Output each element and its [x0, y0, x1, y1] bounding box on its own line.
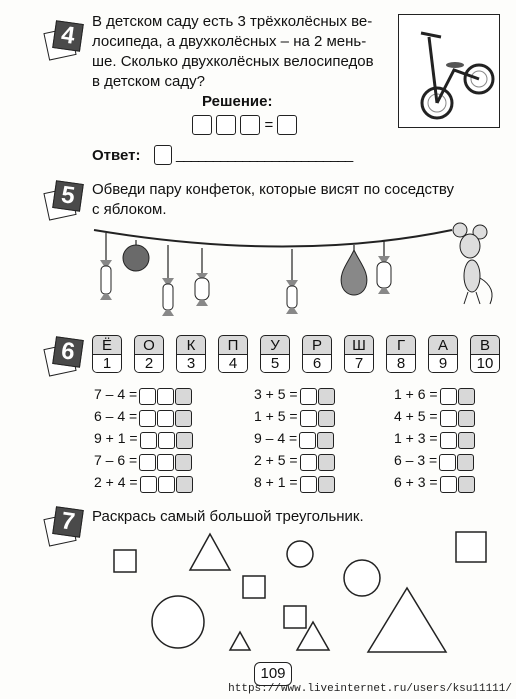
square-shape: [456, 532, 486, 562]
expression-row: 1 + 6 =: [394, 385, 476, 405]
page-number: 109: [254, 662, 292, 686]
letter-card: У 5: [260, 335, 290, 373]
shapes-picture: [100, 528, 500, 658]
answer-label: Ответ:: [92, 147, 141, 164]
source-url[interactable]: https://www.liveinternet.ru/users/ksu11111/: [228, 683, 512, 695]
circle-shape: [152, 596, 204, 648]
task-5-text: Обведи пару конфеток, которые висят по соседству с яблоком.: [92, 181, 455, 218]
bicycle-picture: [398, 14, 500, 128]
square-shape: [114, 550, 136, 572]
expression-row: 1 + 5 =: [254, 407, 336, 427]
expression-row: 6 – 4 =: [94, 407, 193, 427]
expression-row: 6 + 3 =: [394, 473, 476, 493]
square-shape: [284, 606, 306, 628]
task-5-badge: 5: [44, 180, 84, 220]
letter-card: К 3: [176, 335, 206, 373]
task-4-badge: 4: [44, 20, 84, 60]
square-shape: [243, 576, 265, 598]
letter-card: Р 6: [302, 335, 332, 373]
solution-label: Решение:: [202, 93, 273, 110]
expression-row: 2 + 5 =: [254, 451, 336, 471]
letter-card: Ш 7: [344, 335, 374, 373]
expression-row: 7 – 6 =: [94, 451, 193, 471]
expression-row: 6 – 3 =: [394, 451, 475, 471]
expression-row: 2 + 4 =: [94, 473, 194, 493]
letter-card: Ё 1: [92, 335, 122, 373]
letter-card: А 9: [428, 335, 458, 373]
circle-shape: [344, 560, 380, 596]
expression-row: 1 + 3 =: [394, 429, 476, 449]
task-4-text: В детском саду есть 3 трёхколёсных ве- лосипеда, а двухколёсных – на 2 мень- ше. Сколько двухколёсных велосипедов в детском саду?: [92, 13, 374, 90]
answer-line: ________________________: [176, 146, 353, 163]
letter-card: Г 8: [386, 335, 416, 373]
expression-row: 3 + 5 =: [254, 385, 336, 405]
expression-row: 7 – 4 =: [94, 385, 193, 405]
letter-card: В 10: [470, 335, 500, 373]
candy-garland-picture: [92, 218, 502, 318]
expression-row: 9 + 1 =: [94, 429, 194, 449]
task-7-text: Раскрась самый большой треугольник.: [92, 508, 364, 525]
task-6-badge: 6: [44, 336, 84, 376]
expression-row: 4 + 5 =: [394, 407, 476, 427]
expression-row: 8 + 1 =: [254, 473, 336, 493]
triangle-shape: [230, 632, 250, 650]
solution-boxes: =: [192, 115, 297, 135]
letter-card: О 2: [134, 335, 164, 373]
task-7-badge: 7: [44, 506, 84, 546]
circle-shape: [287, 541, 313, 567]
answer-box[interactable]: [154, 145, 172, 165]
triangle-shape: [190, 534, 230, 570]
triangle-shape: [368, 588, 446, 652]
expression-row: 9 – 4 =: [254, 429, 335, 449]
letter-card: П 4: [218, 335, 248, 373]
